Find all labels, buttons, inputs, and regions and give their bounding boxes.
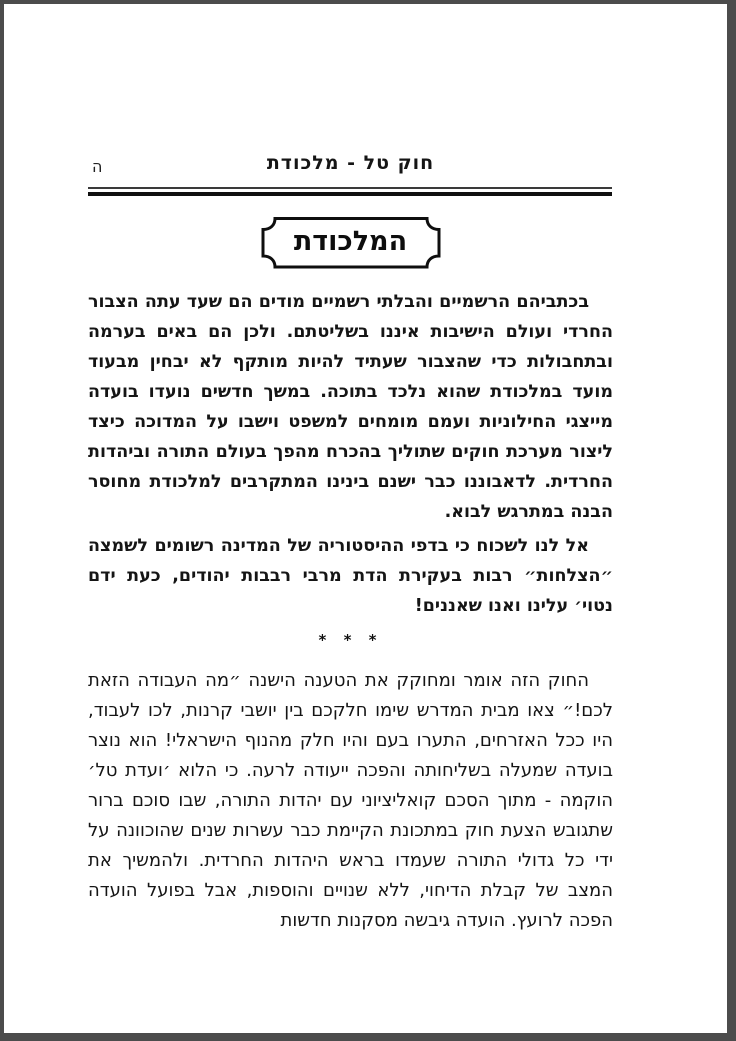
- body-text-block: [88, 287, 613, 936]
- page-number-letter: ה: [92, 157, 103, 176]
- paragraph-2: אל לנו לשכוח כי בדפי ההיסטוריה של המדינה רשומים לשמצה ״הצלחות״ רבות בעקירת הדת מרבי רבבות יהודים, כעת ידם נטוי׳ עלינו ואנו שאננים!: [88, 536, 613, 616]
- paragraph-3: החוק הזה אומר ומחוקק את הטענה הישנה ״מה העבודה הזאת לכם!״ צאו מבית המדרש שימו חלקכם בין יושבי קרנות, לכו לעבוד, היו ככל האזרחים, התערו בעם והיו חלק מהנוף הישראלי! הוא נוצר בועדה שמעלה בשליחותה והפכה ייעודה לרעה. כי הלוא ׳ועדת טל׳ הוקמה - מתוך הסכם קואליציוני עם יהדות התורה, שבו סוכם ברור שתגובש הצעת חוק במתכונת הקיימת כבר עשרות שנים שהוכוונה על ידי כל גדולי התורה שעמדו בראש היהדות החרדית. ולהמשיך את המצב של קבלת הדיחוי, ללא שנויים והוספות, אבל בפועל הועדה הפכה לרועץ. הועדה גיבשה מסקנות חדשות: [88, 670, 613, 931]
- paragraph-1: בכתביהם הרשמיים והבלתי רשמיים מודים הם שעד עתה הצבור החרדי ועולם הישיבות איננו בשליטתם. ולכן הם באים בערמה ובתחבולות כדי שהצבור שעתיד להיות מותקף לא יבחין מבעוד מועד במלכודת שהוא נלכד בתוכה. במשך חדשים נועדו בועדה מייצגי החילוניות ועמם מומחים למשפט וישבו על המדוכה כיצד ליצור מערכת חוקים שתוליך בהכרח מהפך בעולם התורה וביהדות החרדית. לדאבוננו כבר ישנם בינינו המתקרבים למלכודת מחוסר הבנה במתרגש לבוא.: [88, 292, 613, 522]
- header-double-rule: [88, 187, 612, 196]
- scanned-page: [4, 4, 727, 1033]
- section-title: המלכודת: [293, 226, 408, 257]
- asterisk-separator: * * *: [318, 631, 383, 649]
- running-head: חוק טל - מלכודת: [266, 152, 435, 174]
- page-content-column: [88, 4, 613, 1033]
- section-title-box: [259, 215, 443, 271]
